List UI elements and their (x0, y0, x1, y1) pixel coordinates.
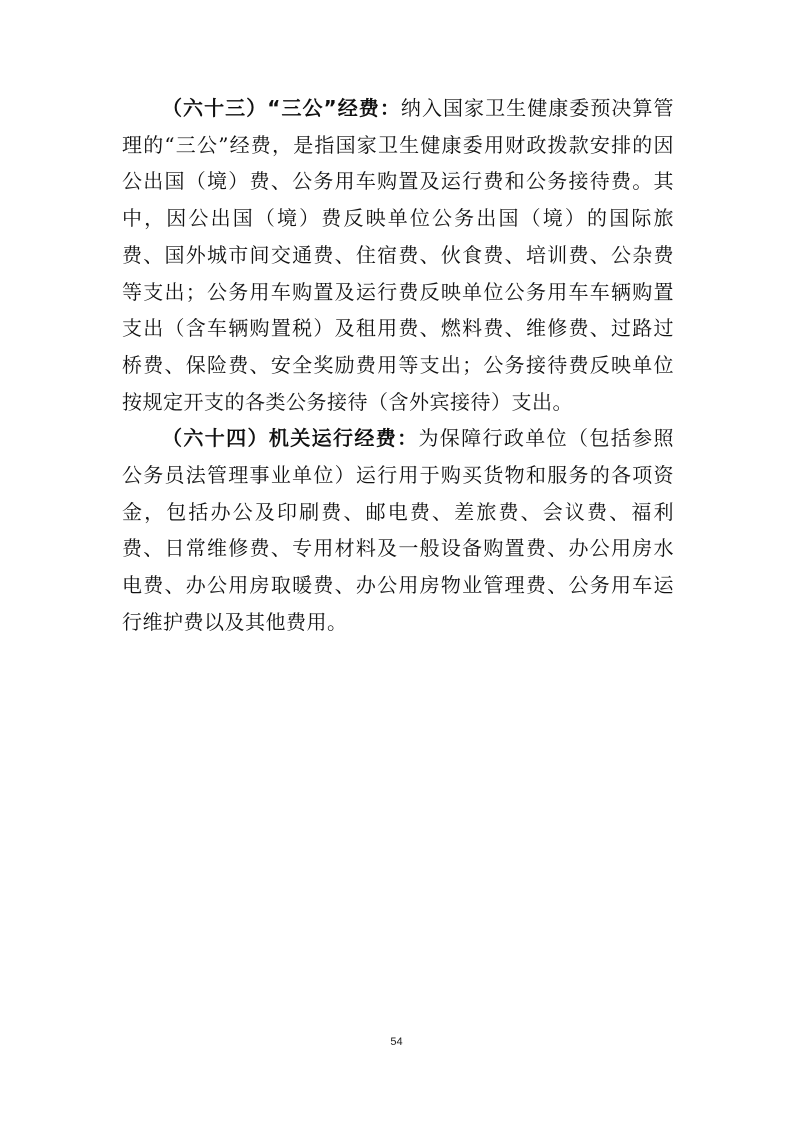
paragraph-san-gong-expenses (122, 90, 674, 420)
term-san-gong-expenses: （六十三）“三公”经费： (162, 96, 401, 120)
document-body (122, 90, 674, 641)
paragraph-agency-operating-expenses (122, 420, 674, 640)
definition-san-gong-expenses: 纳入国家卫生健康委预决算管理的“三公”经费，是指国家卫生健康委用财政拨款安排的因公出国（境）费、公务用车购置及运行费和公务接待费。其中，因公出国（境）费反映单位公务出国（境）的国际旅费、国外城市间交通费、住宿费、伙食费、培训费、公杂费等支出；公务用车购置及运行费反映单位公务用车车辆购置支出（含车辆购置税）及租用费、燃料费、维修费、过路过桥费、保险费、安全奖励费用等支出；公务接待费反映单位按规定开支的各类公务接待（含外宾接待）支出。 (122, 96, 674, 414)
page-number: 54 (390, 1036, 403, 1048)
definition-agency-operating-expenses: 为保障行政单位（包括参照公务员法管理事业单位）运行用于购买货物和服务的各项资金，包括办公及印刷费、邮电费、差旅费、会议费、福利费、日常维修费、专用材料及一般设备购置费、办公用房水电费、办公用房取暖费、办公用房物业管理费、公务用车运行维护费以及其他费用。 (122, 426, 675, 634)
term-agency-operating-expenses: （六十四）机关运行经费： (162, 426, 419, 451)
